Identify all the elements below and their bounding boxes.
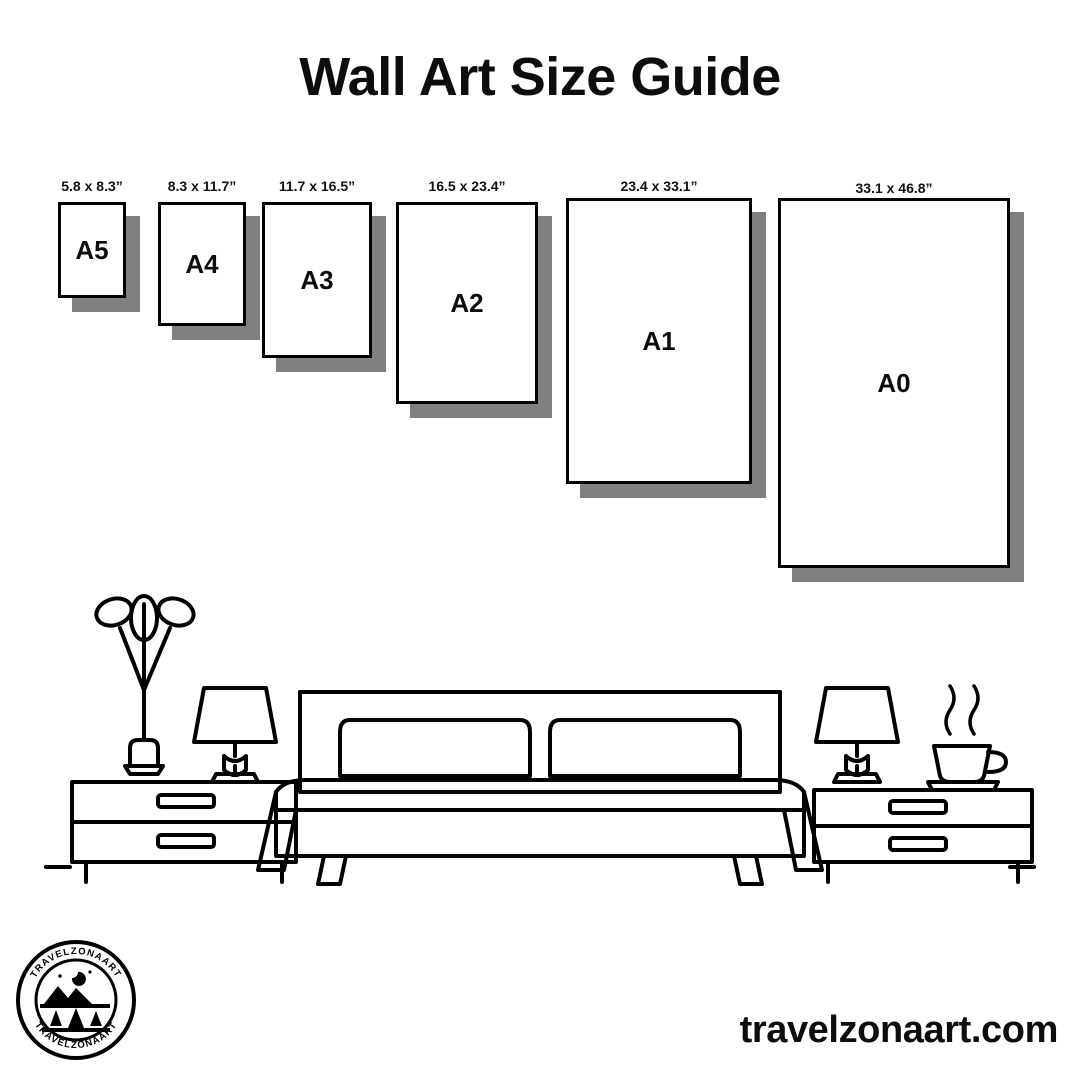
- left-nightstand: [72, 782, 296, 882]
- frame-label-a2: A2: [450, 287, 484, 318]
- frame-dimensions-a3: 11.7 x 16.5”: [278, 178, 356, 194]
- frame-label-a4: A4: [185, 248, 219, 279]
- frame-dimensions-a0: 33.1 x 46.8”: [855, 180, 933, 196]
- frame-a5[interactable]: [58, 202, 126, 298]
- logo-text-top: TRAVELZONAART: [28, 945, 124, 980]
- frame-group-a4: [158, 178, 246, 340]
- bed: [258, 692, 822, 884]
- coffee-cup: [928, 686, 1006, 790]
- website-url: travelzonaart.com: [739, 1009, 1058, 1051]
- frame-label-a5: A5: [75, 234, 109, 265]
- frame-dimensions-a1: 23.4 x 33.1”: [620, 178, 698, 194]
- frame-group-a3: [262, 178, 372, 372]
- page-title: Wall Art Size Guide: [299, 47, 781, 107]
- bedroom-illustration: [28, 570, 1052, 900]
- frame-group-a2: [396, 178, 538, 418]
- frame-a0[interactable]: [778, 198, 1010, 568]
- frame-dimensions-a2: 16.5 x 23.4”: [428, 178, 506, 194]
- frame-dimensions-a4: 8.3 x 11.7”: [167, 178, 237, 194]
- brand-logo: [14, 938, 138, 1062]
- frame-label-a0: A0: [877, 367, 911, 398]
- frame-dimensions-a5: 5.8 x 8.3”: [61, 178, 123, 194]
- frame-a4[interactable]: [158, 202, 246, 326]
- logo-text-bottom: TRAVELZONAART: [32, 1019, 120, 1052]
- frame-group-a0: [778, 180, 1010, 582]
- frame-label-a1: A1: [642, 325, 676, 356]
- frame-a2[interactable]: [396, 202, 538, 404]
- frame-a1[interactable]: [566, 198, 752, 484]
- plant-vase: [93, 594, 197, 774]
- frame-group-a5: [58, 178, 126, 312]
- frame-group-a1: [566, 178, 752, 498]
- frame-a3[interactable]: [262, 202, 372, 358]
- right-nightstand: [814, 790, 1032, 882]
- left-lamp: [194, 688, 276, 782]
- right-lamp: [816, 688, 898, 782]
- frame-label-a3: A3: [300, 264, 334, 295]
